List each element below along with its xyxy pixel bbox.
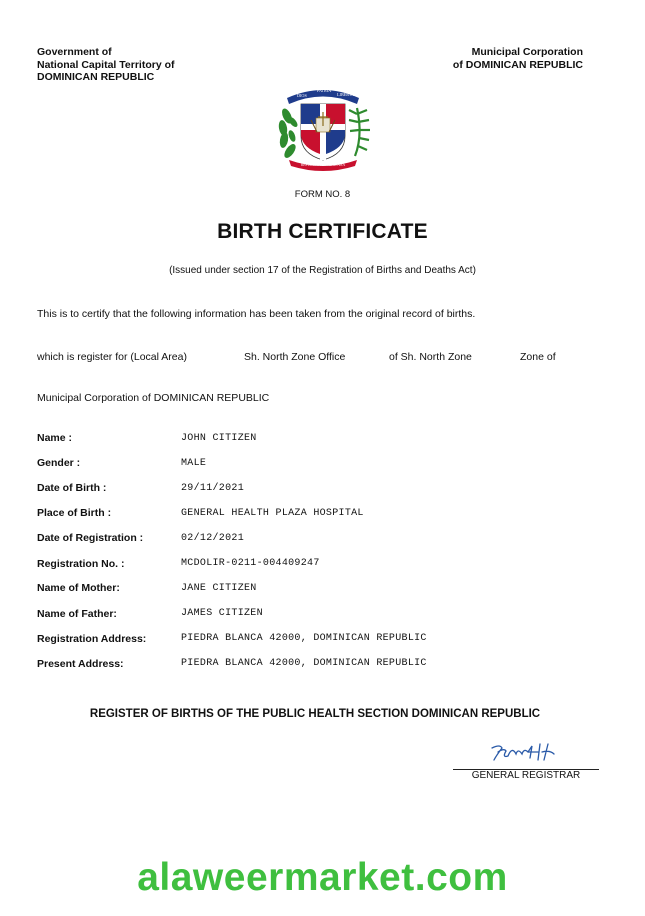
field-value-name: JOHN CITIZEN [181, 433, 257, 444]
signature-label: GENERAL REGISTRAR [471, 770, 581, 781]
shield-icon [301, 104, 345, 160]
register-footer: REGISTER OF BIRTHS OF THE PUBLIC HEALTH SECTION DOMINICAN REPUBLIC [89, 708, 541, 720]
field-value-place-of-birth: GENERAL HEALTH PLAZA HOSPITAL [181, 508, 364, 519]
certify-statement: This is to certify that the following information has been taken from the original record of births. [37, 308, 476, 320]
field-label-father: Name of Father: [37, 608, 117, 620]
document-title: BIRTH CERTIFICATE [217, 220, 428, 243]
issuer-left-line: National Capital Territory of [37, 58, 175, 71]
local-area-label: which is register for (Local Area) [37, 351, 187, 363]
field-value-mother: JANE CITIZEN [181, 583, 257, 594]
municipal-line: Municipal Corporation of DOMINICAN REPUBLIC [37, 392, 270, 404]
watermark-text: alaweermarket.com [137, 856, 508, 899]
field-label-present-address: Present Address: [37, 658, 124, 670]
field-label-registration-address: Registration Address: [37, 633, 147, 645]
issuer-left [37, 46, 175, 84]
issuer-right [453, 46, 583, 71]
field-value-date-of-registration: 02/12/2021 [181, 533, 245, 544]
ribbon-text: REPUBLICA DOMINICANA [300, 163, 346, 167]
field-label-gender: Gender : [37, 457, 81, 469]
issuer-right-line: Municipal Corporation [471, 46, 583, 58]
field-label-registration-no: Registration No. : [37, 558, 125, 570]
laurel-branch-icon [278, 107, 299, 160]
field-value-present-address: PIEDRA BLANCA 42000, DOMINICAN REPUBLIC [181, 658, 427, 669]
form-number: FORM NO. 8 [294, 189, 351, 200]
palm-branch-icon [349, 108, 370, 156]
field-value-registration-no: MCDOLIR-0211-004409247 [181, 558, 320, 569]
field-label-name: Name : [37, 432, 73, 444]
field-value-registration-address: PIEDRA BLANCA 42000, DOMINICAN REPUBLIC [181, 633, 427, 644]
field-label-mother: Name of Mother: [37, 582, 120, 594]
field-value-father: JAMES CITIZEN [181, 608, 263, 619]
zone-of-label: Zone of [520, 351, 556, 363]
issuer-left-line: Government of [37, 46, 112, 58]
ribbon-text: DIOS [297, 93, 307, 98]
ribbon-text: LIBERTAD [337, 92, 358, 97]
zone-office: Sh. North Zone Office [244, 351, 346, 363]
field-label-place-of-birth: Place of Birth : [37, 507, 112, 519]
field-label-date-of-birth: Date of Birth : [37, 482, 107, 494]
issuer-right-line: of DOMINICAN REPUBLIC [452, 58, 583, 71]
field-value-date-of-birth: 29/11/2021 [181, 483, 245, 494]
ribbon-text: PATRIA [317, 88, 332, 93]
coat-of-arms-emblem [273, 76, 373, 172]
issuer-left-line: DOMINICAN REPUBLIC [37, 71, 155, 83]
field-label-date-of-registration: Date of Registration : [37, 532, 144, 544]
document-subtitle: (Issued under section 17 of the Registration of Births and Deaths Act) [169, 265, 476, 276]
registrar-signature [488, 742, 562, 764]
zone-name: of Sh. North Zone [389, 351, 472, 363]
field-value-gender: MALE [181, 458, 207, 469]
